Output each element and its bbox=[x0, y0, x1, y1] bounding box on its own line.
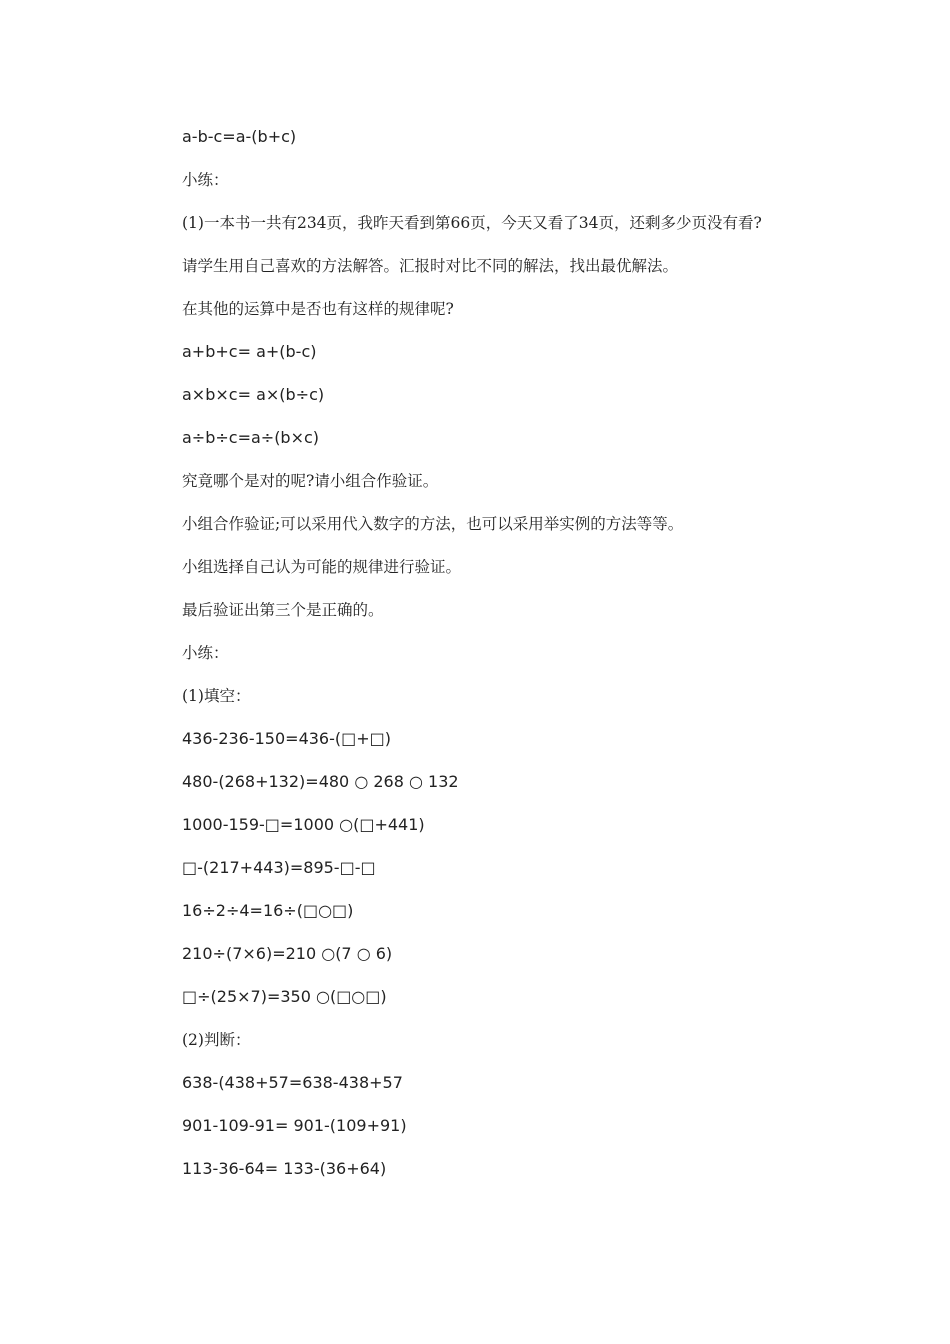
exercise-item: □-(217+443)=895-□-□ bbox=[182, 858, 376, 877]
exercise-item: 113-36-64= 133-(36+64) bbox=[182, 1159, 387, 1178]
formula-line: a+b+c= a+(b-c) bbox=[182, 342, 317, 361]
exercise-item: 638-(438+57=638-438+57 bbox=[182, 1073, 403, 1092]
paragraph: 请学生用自己喜欢的方法解答。汇报时对比不同的解法，找出最优解法。 bbox=[182, 257, 679, 275]
exercise-item: □÷(25×7)=350 ○(□○□) bbox=[182, 987, 387, 1006]
exercise-item: 210÷(7×6)=210 ○(7 ○ 6) bbox=[182, 944, 393, 963]
exercise-item: 1000-159-□=1000 ○(□+441) bbox=[182, 815, 425, 834]
section-heading: 小练： bbox=[182, 171, 229, 189]
exercise-item: 901-109-91= 901-(109+91) bbox=[182, 1116, 407, 1135]
paragraph: 最后验证出第三个是正确的。 bbox=[182, 601, 384, 619]
paragraph: 在其他的运算中是否也有这样的规律呢? bbox=[182, 300, 454, 318]
exercise-question: (1)一本书一共有234页，我昨天看到第66页，今天又看了34页，还剩多少页没有看? bbox=[182, 214, 762, 232]
exercise-heading: (2)判断： bbox=[182, 1031, 251, 1049]
document-body bbox=[182, 124, 882, 1199]
paragraph: 究竟哪个是对的呢?请小组合作验证。 bbox=[182, 472, 439, 490]
formula-line: a×b×c= a×(b÷c) bbox=[182, 385, 325, 404]
exercise-item: 480-(268+132)=480 ○ 268 ○ 132 bbox=[182, 772, 459, 791]
exercise-item: 436-236-150=436-(□+□) bbox=[182, 729, 392, 748]
formula-line: a-b-c=a-(b+c) bbox=[182, 127, 297, 146]
section-heading: 小练： bbox=[182, 644, 229, 662]
exercise-item: 16÷2÷4=16÷(□○□) bbox=[182, 901, 354, 920]
formula-line: a÷b÷c=a÷(b×c) bbox=[182, 428, 320, 447]
paragraph: 小组选择自己认为可能的规律进行验证。 bbox=[182, 558, 462, 576]
paragraph: 小组合作验证;可以采用代入数字的方法，也可以采用举实例的方法等等。 bbox=[182, 515, 684, 533]
exercise-heading: (1)填空： bbox=[182, 687, 251, 705]
